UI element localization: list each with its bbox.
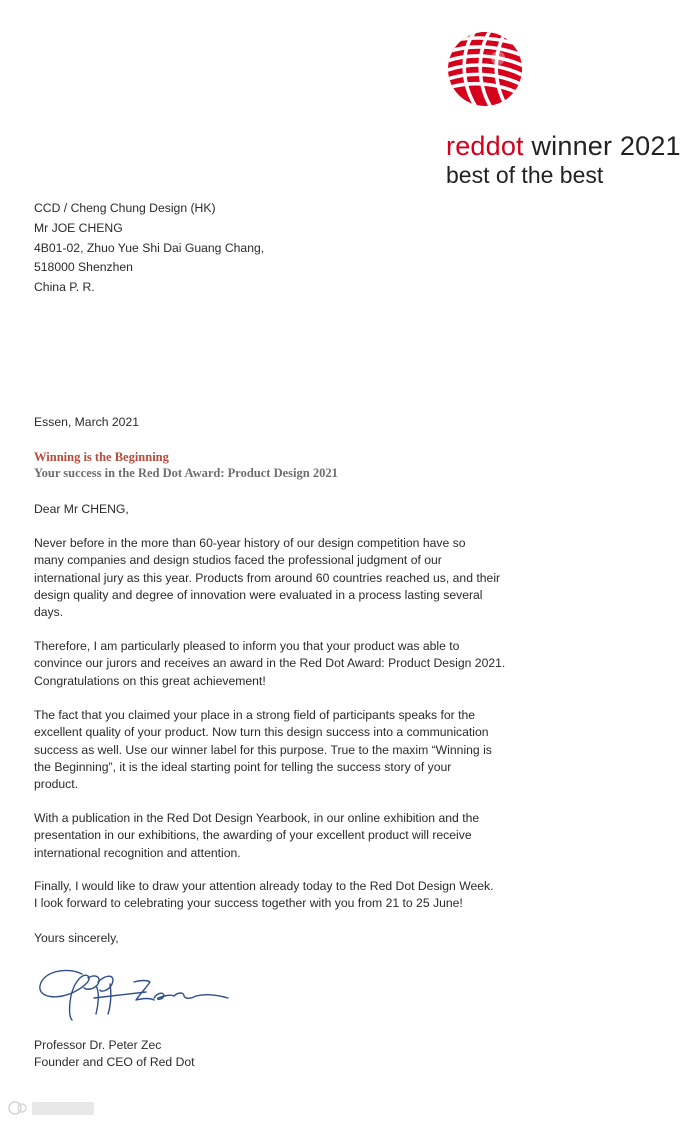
- logo-red-text: reddot: [446, 131, 524, 161]
- letter-date: Essen, March 2021: [34, 415, 140, 429]
- body-paragraph-4: [34, 810, 509, 862]
- paragraph-line: excellent quality of your product. Now turn this design success into a communication: [34, 725, 489, 740]
- paragraph-line: I look forward to celebrating your success together with you from 21 to 25 June!: [34, 896, 463, 911]
- logo-winner-text: winner 2021: [523, 131, 681, 161]
- body-paragraph-2: [34, 638, 509, 690]
- paragraph-line: international jury as this year. Products from around 60 countries reached us, and their: [34, 570, 501, 585]
- paragraph-line: Therefore, I am particularly pleased to inform you that your product was able to: [34, 639, 460, 653]
- subject-title: Winning is the Beginning: [34, 450, 169, 464]
- signature-image: [36, 962, 232, 1022]
- salutation: Dear Mr CHENG,: [34, 502, 129, 516]
- paragraph-line: design quality and degree of innovation were evaluated in a process lasting several: [34, 587, 483, 602]
- paragraph-line: success as well. Use our winner label for this purpose. True to the maxim “Winning is: [34, 742, 492, 757]
- reddot-winner-logo-text: [446, 130, 681, 162]
- logo-best-of-best: best of the best: [446, 162, 604, 188]
- address-line: China P. R.: [34, 280, 95, 295]
- subject-subtitle: Your success in the Red Dot Award: Product Design 2021: [34, 466, 338, 480]
- address-line: CCD / Cheng Chung Design (HK): [34, 201, 216, 215]
- signer-name: Professor Dr. Peter Zec: [34, 1038, 162, 1052]
- paragraph-line: many companies and design studios faced the professional judgment of our: [34, 553, 442, 568]
- address-line: 518000 Shenzhen: [34, 260, 133, 275]
- paragraph-line: Congratulations on this great achievement!: [34, 673, 266, 688]
- watermark-logo: [6, 1098, 98, 1118]
- body-paragraph-5: [34, 878, 509, 913]
- recipient-address: [34, 200, 264, 299]
- paragraph-line: the Beginning”, it is the ideal starting point for telling the success story of your: [34, 759, 452, 774]
- paragraph-line: presentation in our exhibitions, the awarding of your excellent product will receive: [34, 828, 472, 843]
- paragraph-line: convince our jurors and receives an award in the Red Dot Award: Product Design 2021.: [34, 656, 506, 671]
- paragraph-line: With a publication in the Red Dot Design Yearbook, in our online exhibition and the: [34, 811, 480, 825]
- signer-title: Founder and CEO of Red Dot: [34, 1055, 195, 1069]
- paragraph-line: international recognition and attention.: [34, 845, 241, 860]
- paragraph-line: The fact that you claimed your place in a strong field of participants speaks for the: [34, 708, 476, 722]
- paragraph-line: days.: [34, 605, 64, 620]
- body-paragraph-3: [34, 707, 509, 793]
- paragraph-line: Finally, I would like to draw your attention already today to the Red Dot Design Week.: [34, 879, 494, 893]
- paragraph-line: product.: [34, 777, 79, 792]
- body-paragraph-1: [34, 535, 509, 621]
- red-dot-ball-icon: [446, 30, 524, 108]
- closing: Yours sincerely,: [34, 931, 119, 945]
- address-line: 4B01-02, Zhuo Yue Shi Dai Guang Chang,: [34, 240, 265, 255]
- address-line: Mr JOE CHENG: [34, 220, 123, 235]
- paragraph-line: Never before in the more than 60-year history of our design competition have so: [34, 536, 466, 550]
